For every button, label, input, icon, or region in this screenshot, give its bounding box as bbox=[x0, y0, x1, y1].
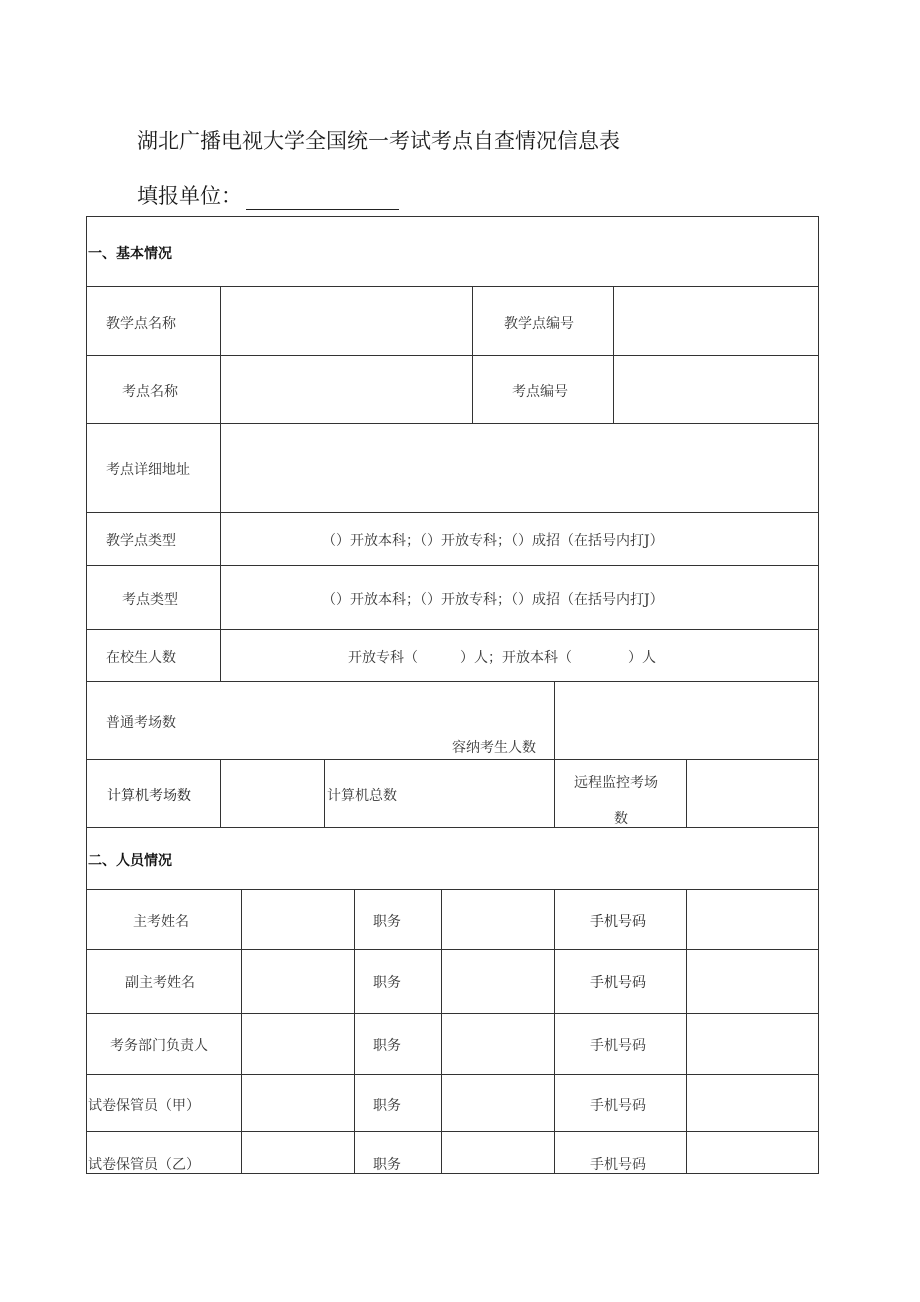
col-line bbox=[686, 759, 687, 828]
personnel-phone-label: 手机号码 bbox=[590, 975, 646, 991]
teaching-point-name-field[interactable] bbox=[222, 288, 471, 354]
row-line bbox=[86, 681, 819, 682]
computer-rooms-label: 计算机考场数 bbox=[107, 788, 191, 804]
computer-total-label: 计算机总数 bbox=[327, 788, 397, 804]
personnel-name-field[interactable] bbox=[243, 1133, 353, 1172]
col-line bbox=[241, 889, 242, 1174]
exam-point-address-field[interactable] bbox=[222, 425, 817, 511]
row-line bbox=[86, 355, 819, 356]
personnel-phone-label: 手机号码 bbox=[590, 914, 646, 930]
personnel-phone-label: 手机号码 bbox=[590, 1098, 646, 1114]
row-line bbox=[86, 949, 819, 950]
section-basic-info-heading: 一、基本情况 bbox=[88, 246, 172, 262]
enrolled-count-value[interactable]: 开放专科（ ）人；开放本科（ ）人 bbox=[348, 650, 656, 666]
exam-point-code-field[interactable] bbox=[615, 357, 817, 422]
remote-monitor-label-line2: 数 bbox=[614, 811, 628, 827]
regular-rooms-label: 普通考场数 bbox=[106, 715, 176, 731]
col-line bbox=[554, 681, 555, 828]
personnel-duty-label: 职务 bbox=[373, 975, 401, 991]
teaching-point-code-field[interactable] bbox=[615, 288, 817, 354]
personnel-name-field[interactable] bbox=[243, 951, 353, 1012]
teaching-point-type-options[interactable]: （）开放本科；（）开放专科；（）成招（在括号内打J） bbox=[322, 533, 664, 549]
exam-point-address-label: 考点详细地址 bbox=[106, 462, 190, 478]
personnel-role-label: 副主考姓名 bbox=[125, 975, 195, 991]
personnel-duty-label: 职务 bbox=[373, 1038, 401, 1054]
table-border-right bbox=[818, 216, 819, 1174]
reporting-unit-label: 填报单位： bbox=[137, 184, 242, 208]
teaching-point-type-label: 教学点类型 bbox=[106, 533, 176, 549]
capacity-label: 容纳考生人数 bbox=[452, 740, 536, 756]
row-line bbox=[86, 1013, 819, 1014]
exam-point-type-options[interactable]: （）开放本科；（）开放专科；（）成招（在括号内打J） bbox=[322, 592, 664, 608]
row-line bbox=[86, 1131, 819, 1132]
section-personnel-heading: 二、人员情况 bbox=[88, 853, 172, 869]
table-border-left bbox=[86, 216, 87, 1174]
personnel-role-label: 试卷保管员（乙） bbox=[88, 1157, 200, 1173]
personnel-role-label: 考务部门负责人 bbox=[110, 1038, 208, 1054]
row-line bbox=[86, 1074, 819, 1075]
row-line bbox=[86, 889, 819, 890]
computer-rooms-field[interactable] bbox=[222, 761, 323, 826]
capacity-field[interactable] bbox=[556, 683, 817, 758]
personnel-phone-label: 手机号码 bbox=[590, 1157, 646, 1173]
exam-point-code-label: 考点编号 bbox=[512, 384, 568, 400]
remote-monitor-label-line1: 远程监控考场 bbox=[574, 775, 658, 791]
reporting-unit-field[interactable] bbox=[246, 189, 399, 210]
personnel-duty-label: 职务 bbox=[373, 1157, 401, 1173]
personnel-phone-label: 手机号码 bbox=[590, 1038, 646, 1054]
teaching-point-code-label: 教学点编号 bbox=[504, 316, 574, 332]
exam-point-type-label: 考点类型 bbox=[122, 592, 178, 608]
row-line bbox=[86, 512, 819, 513]
personnel-role-label: 主考姓名 bbox=[133, 914, 189, 930]
exam-point-name-label: 考点名称 bbox=[122, 384, 178, 400]
col-line bbox=[220, 286, 221, 682]
exam-point-name-field[interactable] bbox=[222, 357, 471, 422]
personnel-role-label: 试卷保管员（甲） bbox=[88, 1098, 200, 1114]
enrolled-count-label: 在校生人数 bbox=[106, 650, 176, 666]
personnel-name-field[interactable] bbox=[243, 1015, 353, 1073]
col-line bbox=[686, 889, 687, 1174]
col-line bbox=[220, 759, 221, 828]
personnel-duty-label: 职务 bbox=[373, 914, 401, 930]
col-line bbox=[324, 759, 325, 828]
teaching-point-name-label: 教学点名称 bbox=[106, 316, 176, 332]
personnel-name-field[interactable] bbox=[243, 891, 353, 948]
row-line bbox=[86, 827, 819, 828]
col-line bbox=[441, 889, 442, 1174]
row-line bbox=[86, 286, 819, 287]
col-line bbox=[613, 286, 614, 424]
col-line bbox=[554, 889, 555, 1174]
reporting-unit bbox=[137, 180, 399, 210]
row-line bbox=[86, 423, 819, 424]
row-line bbox=[86, 565, 819, 566]
table-border-top bbox=[86, 216, 819, 217]
row-line bbox=[86, 759, 819, 760]
col-line bbox=[354, 889, 355, 1174]
remote-monitor-field[interactable] bbox=[688, 761, 817, 826]
personnel-duty-label: 职务 bbox=[373, 1098, 401, 1114]
row-line bbox=[86, 629, 819, 630]
page-title: 湖北广播电视大学全国统一考试考点自查情况信息表 bbox=[137, 129, 620, 153]
col-line bbox=[472, 286, 473, 424]
personnel-name-field[interactable] bbox=[243, 1076, 353, 1130]
